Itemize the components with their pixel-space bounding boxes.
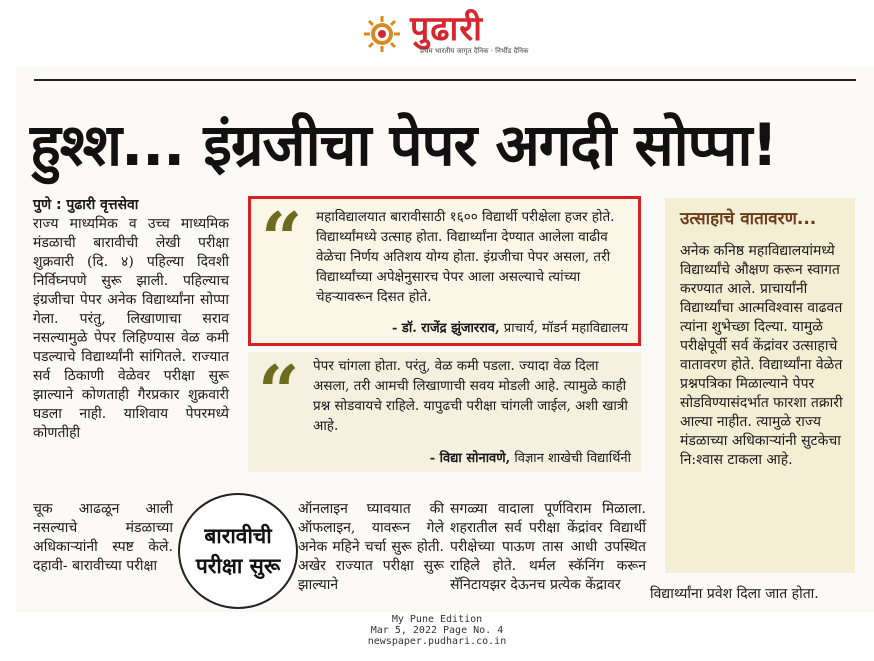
quote-author-role: प्राचार्य, मॉडर्न महाविद्यालय [499,321,628,336]
quote-mark-icon: “ [258,349,300,434]
footer-site-link[interactable]: newspaper.pudhari.co.in [367,636,507,647]
page-footer [0,614,874,647]
article-headline: हुश्श... इंग्रजीचा पेपर अगदी सोप्पा! [30,111,777,179]
exam-stamp [178,493,298,609]
quote-text: पेपर चांगला होता. परंतु, वेळ कमी पडला. ज्यादा वेळ दिला असला, तरी आमची लिखाणाची सवय मोडली आहे. त्यामुळे काही प्रश्न सोडवायचे राहिले. यापुढची परीक्षा चांगली जाईल, अशी खात्री आहे. [313,358,628,434]
sun-logo-icon [362,14,402,54]
page-margin [0,67,16,612]
quote-box-principal [248,196,641,346]
footer-edition: My Pune Edition [391,614,483,625]
masthead [0,0,874,66]
article-left-column [33,196,229,443]
sidebar-title: उत्साहाचे वातावरण... [680,209,817,229]
quote-author: - विद्या सोनावणे, [429,451,511,466]
quote-attribution [392,318,628,336]
quote-box-student [248,349,641,472]
article-left-text: राज्य माध्यमिक व उच्च माध्यमिक मंडळाची बारावीची लेखी परीक्षा शुक्रवारी (दि. ४) पहिल्या दिवशी निर्विघ्नपणे सुरू झाली. पहिल्याच इंग्रजीचा पेपर अनेक विद्यार्थ्यांना सोप्पा गेला. परंतु, लिखाणाचा सराव नसल्यामुळे पेपर लिहिण्यास वेळ कमी पडल्याचे विद्यार्थ्यांनी सांगितले. राज्यात सर्व ठिकाणी वेळेवर परीक्षा सुरू झाल्याने कोणताही गैरप्रकार शुक्रवारी घडला नाही. याशिवाय पेपरमध्ये कोणतीही [33,216,229,441]
masthead-logo: पुढारी [410,9,483,49]
sidebar-text: अनेक कनिष्ठ महाविद्यालयांमध्ये विद्यार्थ्यांचे औक्षण करून स्वागत करण्यात आले. प्राचार्यांनी विद्यार्थ्यांचा आत्मविश्वास वाढवत त्यांना शुभेच्छा दिल्या. यामुळे परीक्षेपूर्वी सर्व केंद्रांवर उत्साहाचे वातावरण होते. विद्यार्थ्यांना वेळेत प्रश्नपत्रिका मिळाल्याने पेपर सोडविण्यासंदर्भात फारशा तक्रारी आल्या नाहीत. त्यामुळे राज्य मंडळाच्या अधिकाऱ्यांनी सुटकेचा नि:श्वास टाकला आहे. [680,243,843,468]
article-bottom-column-2: ऑनलाइन घ्यावयात की ऑफलाइन, यावरून गेले अनेक महिने चर्चा सुरू होती. अखेर राज्यात परीक्षा सुरू झाल्याने [298,501,444,593]
footer-date-page: Mar 5, 2022 Page No. 4 [370,625,504,636]
article-bottom-column-4: विद्यार्थ्यांना प्रवेश दिला जात होता. [650,586,819,602]
stamp-text: बारावीची परीक्षा सुरू [195,524,281,578]
quote-author-role: विज्ञान शाखेची विद्यार्थिनी [510,451,631,466]
masthead-tagline: प्रथम भारतीय जागृत दैनिक · निर्भीड दैनिक [420,47,529,55]
quote-attribution [430,448,631,466]
top-rule [34,79,856,81]
quote-author: - डॉ. राजेंद्र झुंजारराव, [392,321,500,336]
article-bottom-column-1: चूक आढळून आली नसल्याचे मंडळाच्या अधिकाऱ्यांनी स्पष्ट केले. दहावी- बारावीच्या परीक्षा [33,501,173,574]
article-dateline: पुणे : पुढारी वृत्तसेवा [33,197,139,213]
article-bottom-column-3: सगळ्या वादाला पूर्णविराम मिळाला. शहरातील सर्व परीक्षा केंद्रांवर विद्यार्थी परीक्षेच्या पाऊण तास आधी उपस्थित राहिले होते. थर्मल स्कॅनिंग करून सॅनिटायझर देऊनच प्रत्येक केंद्रावर [450,501,646,593]
quote-mark-icon: “ [261,196,303,281]
quote-text: महाविद्यालयात बारावीसाठी १६०० विद्यार्थी परीक्षेला हजर होते. विद्यार्थ्यांमध्ये उत्साह होता. विद्यार्थ्यांना देण्यात आलेला वाढीव वेळेचा निर्णय अतिशय योग्य होता. इंग्रजीचा पेपर असला, तरी विद्यार्थ्यांच्या अपेक्षेनुसारच पेपर आला असल्याचे त्यांच्या चेहऱ्यावरून दिसत होते. [316,209,615,305]
